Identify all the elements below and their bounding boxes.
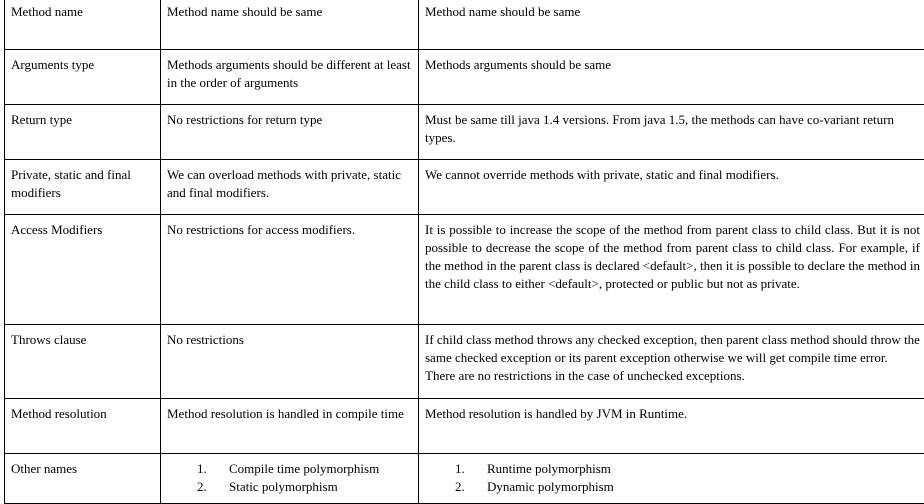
- overriding-cell: [419, 454, 924, 504]
- table-row: [5, 325, 924, 399]
- feature-cell: Method name: [5, 0, 161, 50]
- list-number: 1.: [197, 460, 207, 478]
- feature-cell: Method resolution: [5, 399, 161, 454]
- list-item: [425, 460, 920, 478]
- overloading-names-list: [167, 460, 412, 496]
- overloading-cell: No restrictions: [161, 325, 419, 399]
- overloading-cell: [161, 454, 419, 504]
- table-row: [5, 50, 924, 105]
- list-item: [425, 478, 920, 496]
- feature-cell: Throws clause: [5, 325, 161, 399]
- table-row: [5, 454, 924, 504]
- list-item: [167, 460, 412, 478]
- list-text: Runtime polymorphism: [487, 461, 611, 476]
- feature-cell: Other names: [5, 454, 161, 504]
- overriding-cell: We cannot override methods with private, static and final modifiers.: [419, 160, 924, 215]
- overriding-cell: Method resolution is handled by JVM in Runtime.: [419, 399, 924, 454]
- feature-cell: Access Modifiers: [5, 215, 161, 325]
- feature-cell: Return type: [5, 105, 161, 160]
- list-number: 1.: [455, 460, 465, 478]
- feature-cell: Arguments type: [5, 50, 161, 105]
- overriding-cell: It is possible to increase the scope of the method from parent class to child class. But it is not possible to decrease the scope of the method from parent class to child class. For example, if the method in the parent class is declared <default>, then it is possible to declare the method in the child class to either <default>, protected or public but not as private.: [419, 215, 924, 325]
- overriding-cell: Must be same till java 1.4 versions. From java 1.5, the methods can have co-variant return types.: [419, 105, 924, 160]
- table-row: [5, 105, 924, 160]
- overloading-cell: No restrictions for access modifiers.: [161, 215, 419, 325]
- overloading-cell: Method resolution is handled in compile time: [161, 399, 419, 454]
- overloading-cell: Methods arguments should be different at least in the order of arguments: [161, 50, 419, 105]
- table-row: [5, 160, 924, 215]
- overloading-cell: We can overload methods with private, static and final modifiers.: [161, 160, 419, 215]
- table-row: [5, 215, 924, 325]
- list-number: 2.: [455, 478, 465, 496]
- comparison-table: [4, 0, 924, 504]
- overriding-cell: If child class method throws any checked exception, then parent class method should throw the same checked exception or its parent exception otherwise we will get compile time error. There are no restrictions in the case of unchecked exceptions.: [419, 325, 924, 399]
- table-row: [5, 0, 924, 50]
- list-text: Compile time polymorphism: [229, 461, 379, 476]
- list-number: 2.: [197, 478, 207, 496]
- feature-cell: Private, static and final modifiers: [5, 160, 161, 215]
- overloading-cell: Method name should be same: [161, 0, 419, 50]
- list-item: [167, 478, 412, 496]
- list-text: Dynamic polymorphism: [487, 479, 614, 494]
- overriding-names-list: [425, 460, 920, 496]
- list-text: Static polymorphism: [229, 479, 338, 494]
- overriding-cell: Methods arguments should be same: [419, 50, 924, 105]
- table-row: [5, 399, 924, 454]
- overloading-cell: No restrictions for return type: [161, 105, 419, 160]
- overriding-cell: Method name should be same: [419, 0, 924, 50]
